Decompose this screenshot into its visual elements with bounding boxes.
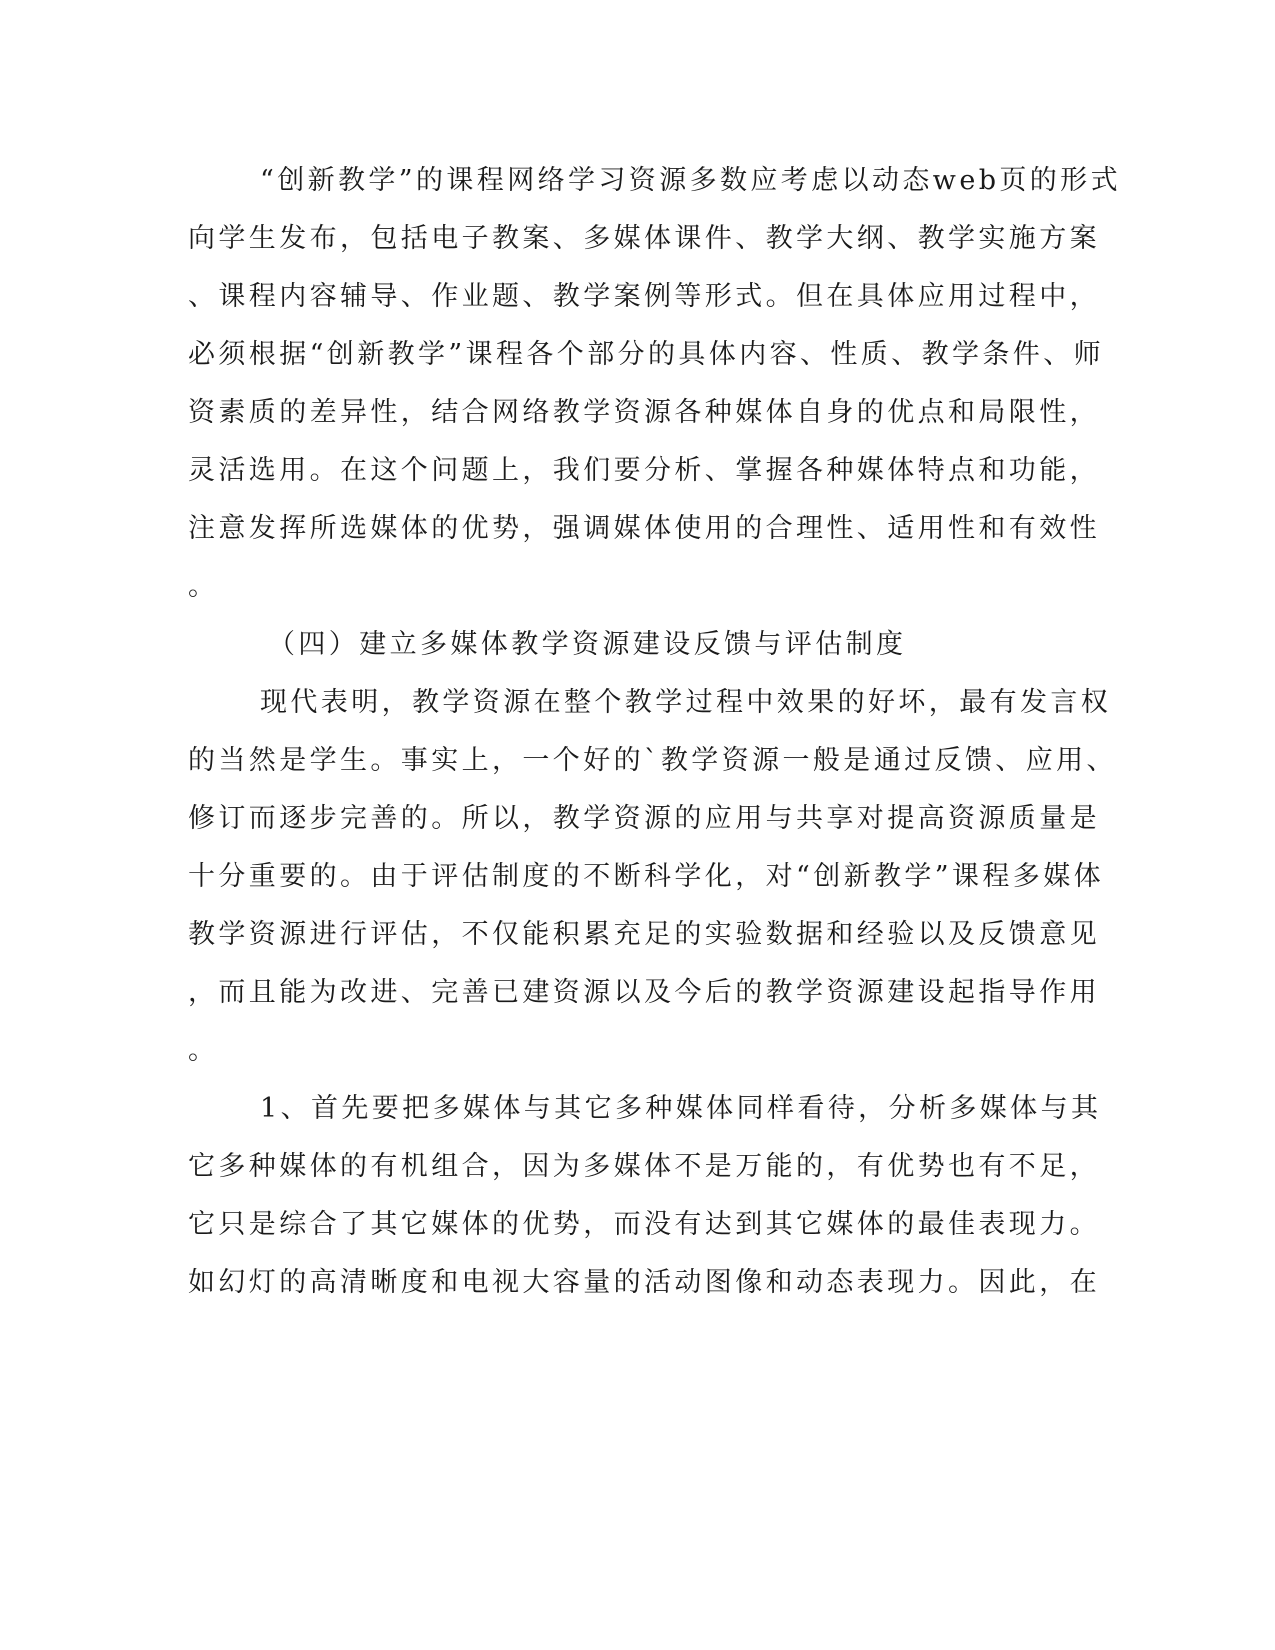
paragraph-2-line-7: 。 (188, 1035, 219, 1066)
paragraph-1-line-7: 注意发挥所选媒体的优势，强调媒体使用的合理性、适用性和有效性 (188, 513, 1100, 544)
paragraph-1-line-4: 必须根据“创新教学”课程各个部分的具体内容、性质、教学条件、师 (188, 339, 1105, 370)
paragraph-1-line-5: 资素质的差异性，结合网络教学资源各种媒体自身的优点和局限性， (188, 397, 1100, 428)
paragraph-1-line-6: 灵活选用。在这个问题上，我们要分析、掌握各种媒体特点和功能， (188, 455, 1100, 486)
paragraph-3-line-1: 1、首先要把多媒体与其它多种媒体同样看待，分析多媒体与其 (260, 1093, 1102, 1124)
paragraph-3-line-2: 它多种媒体的有机组合，因为多媒体不是万能的，有优势也有不足， (188, 1151, 1100, 1182)
paragraph-1-line-3: 、课程内容辅导、作业题、教学案例等形式。但在具体应用过程中， (188, 281, 1100, 312)
paragraph-2-line-5: 教学资源进行评估，不仅能积累充足的实验数据和经验以及反馈意见 (188, 919, 1100, 950)
paragraph-1-line-1: “创新教学”的课程网络学习资源多数应考虑以动态web页的形式 (260, 165, 1121, 196)
paragraph-2-line-1: 现代表明，教学资源在整个教学过程中效果的好坏，最有发言权 (260, 687, 1112, 718)
paragraph-1-line-8: 。 (188, 571, 219, 602)
paragraph-3-line-4: 如幻灯的高清晰度和电视大容量的活动图像和动态表现力。因此，在 (188, 1267, 1100, 1298)
paragraph-2-line-4: 十分重要的。由于评估制度的不断科学化，对“创新教学”课程多媒体 (188, 861, 1105, 892)
paragraph-1-line-2: 向学生发布，包括电子教案、多媒体课件、教学大纲、教学实施方案 (188, 223, 1100, 254)
paragraph-2-line-6: ，而且能为改进、完善已建资源以及今后的教学资源建设起指导作用 (188, 977, 1100, 1008)
paragraph-2-line-2: 的当然是学生。事实上，一个好的`教学资源一般是通过反馈、应用、 (188, 745, 1117, 776)
paragraph-2-line-3: 修订而逐步完善的。所以，教学资源的应用与共享对提高资源质量是 (188, 803, 1100, 834)
paragraph-3-line-3: 它只是综合了其它媒体的优势，而没有达到其它媒体的最佳表现力。 (188, 1209, 1100, 1240)
section-heading: （四）建立多媒体教学资源建设反馈与评估制度 (268, 629, 907, 660)
